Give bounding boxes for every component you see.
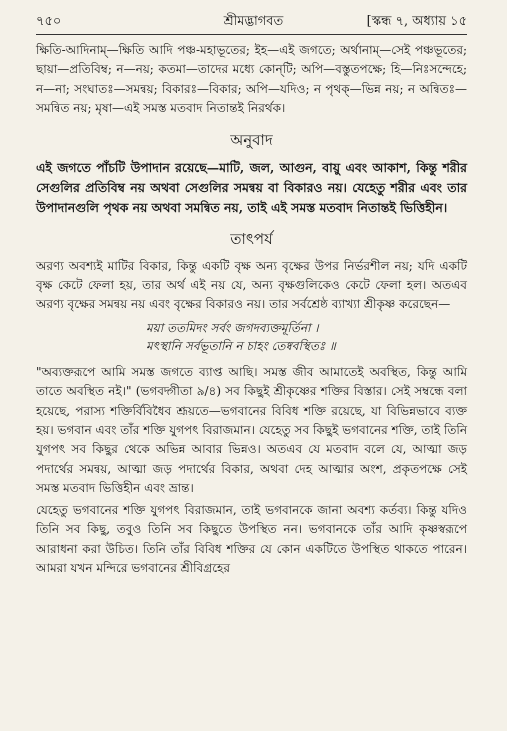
verse-line-2: মৎস্থানি সর্বভূতানি ন চাহং তেষ্ববস্থিতঃ ॥ (146, 338, 336, 353)
book-title: শ্রীমদ্ভাগবত (223, 14, 284, 29)
verse-line-1: ময়া ততমিদং সর্বং জগদব্যক্তমূর্তিনা । (146, 320, 319, 335)
purport-paragraph-3: যেহেতু ভগবানের শক্তি যুগপৎ বিরাজমান, তাই ভগবানকে জানা অবশ্য কর্তব্য। কিন্তু যদিও তিনি সব কিছু, তবুও তিনি সব কিছুতে উপস্থিত নন। ভগবানকে তাঁর আদি কৃষ্ণস্বরূপে আরাধনা করা উচিত। তিনি তাঁর বিবিধ শক্তির যে কোন একটিতে উপস্থিত থাকতে পারেন। আমরা যখন মন্দিরে ভগবানের শ্রীবিগ্রহের (36, 502, 467, 575)
translation-heading: অনুবাদ (230, 130, 273, 149)
purport-paragraph-2: "অব্যক্তরূপে আমি সমস্ত জগতে ব্যাপ্ত আছি। সমস্ত জীব আমাতেই অবস্থিত, কিন্তু আমি তাতে অবস্থিত নই।" (ভগবদ্গীতা ৯/৪) সব কিছুই শ্রীকৃষ্ণের শক্তির বিস্তার। সেই সম্বন্ধে বলা হয়েছে, পরাস্য শক্তির্বিবিধৈব শ্রূয়তে—ভগবানের বিবিধ শক্তি রয়েছে, যা বিভিন্নভাবে ব্যক্ত হয়। ভগবান এবং তাঁর শক্তি যুগপৎ বিরাজমান। যেহেতু সব কিছুই ভগবানের শক্তি, তাই তিনি যুগপৎ সব কিছুর থেকে অভিন্ন আবার ভিন্নও। অতএব যে মতবাদ বলে যে, আত্মা জড় পদার্থের সমন্বয়, আত্মা জড় পদার্থের বিকার, অথবা দেহ আত্মার অংশ, প্রকৃতপক্ষে সেই সমস্ত মতবাদ ভিত্তিহীন এবং ভ্রান্ত। (36, 364, 467, 496)
quoted-verse (36, 319, 467, 355)
header-rule (36, 34, 467, 35)
purport-body (36, 257, 467, 579)
chapter-reference: [স্কন্ধ ৭, অধ্যায় ১৫ (366, 14, 467, 29)
synonyms-block (36, 41, 467, 119)
page-number: ৭৫০ (36, 14, 62, 29)
running-header (36, 12, 467, 32)
purport-heading: তাৎপর্য (230, 229, 273, 248)
synonyms-text: ক্ষিতি-আদিনাম্—ক্ষিতি আদি পঞ্চ-মহাভূতের; ইহ—এই জগতে; অর্থানাম্—সেই পঞ্চভূতের; ছায়া—প্রতিবিম্ব; ন—নয়; কতমা—তাদের মধ্যে কোন্‌টি; অপি—বস্তুতপক্ষে; হি—নিঃসন্দেহে; ন—না; সংঘাতঃ—সমন্বয়; বিকারঃ—বিকার; অপি—যদিও; ন পৃথক্—ভিন্ন নয়; ন অন্বিতঃ—সমন্বিত নয়; মৃষা—এই সমস্ত মতবাদ নিতান্তই নিরর্থক। (36, 43, 467, 116)
translation-text: এই জগতে পাঁচটি উপাদান রয়েছে—মাটি, জল, আগুন, বায়ু এবং আকাশ, কিন্তু শরীর সেগুলির প্রতিবিম্ব নয় অথবা সেগুলির সমন্বয় বা বিকারও নয়। যেহেতু শরীর এবং তার উপাদানগুলি পৃথক নয় অথবা সমন্বিত নয়, তাই এই সমস্ত মতবাদ নিতান্তই ভিত্তিহীন। (36, 159, 467, 215)
purport-paragraph-1: অরণ্য অবশ্যই মাটির বিকার, কিন্তু একটি বৃক্ষ অন্য বৃক্ষের উপর নির্ভরশীল নয়; যদি একটি বৃক্ষ কেটে ফেলা হয়, তার অর্থ এই নয় যে, অন্য বৃক্ষগুলিকেও কেটে ফেলা হল। অতএব অরণ্য বৃক্ষের সমন্বয় নয় এবং বৃক্ষের বিকারও নয়। তার সর্বশ্রেষ্ঠ ব্যাখ্যা শ্রীকৃষ্ণ করেছেন— (36, 258, 467, 312)
